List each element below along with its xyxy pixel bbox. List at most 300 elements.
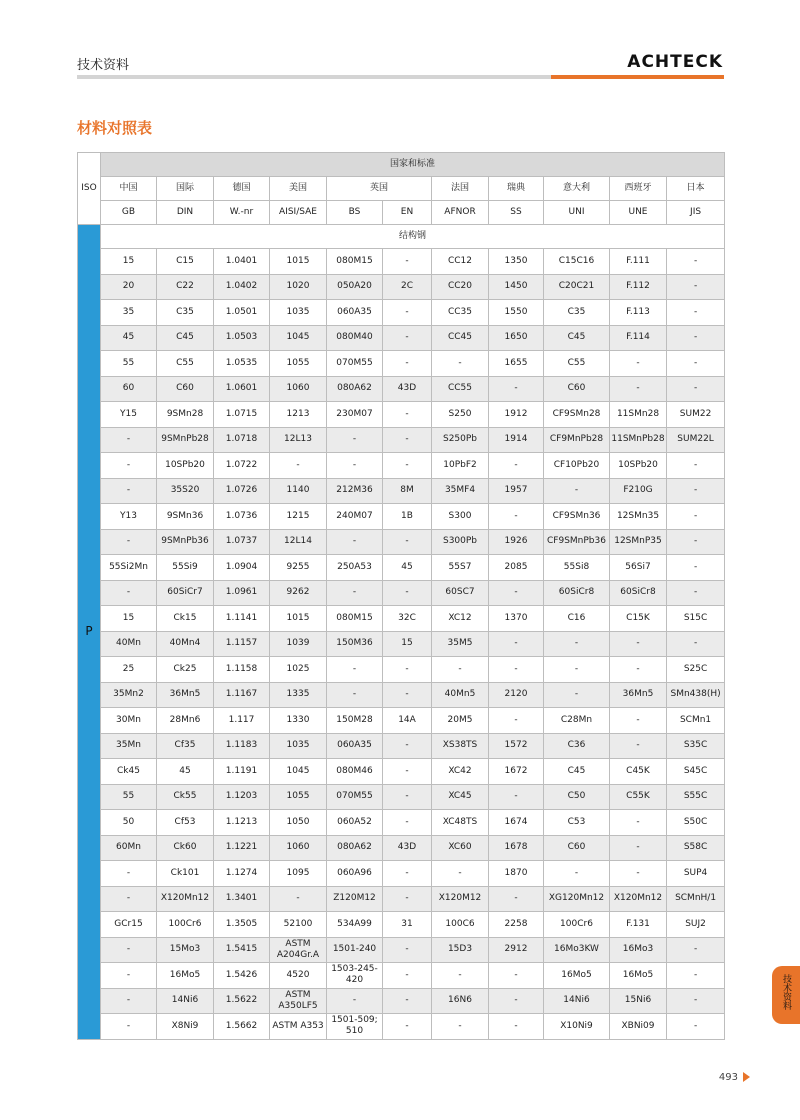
table-cell: - <box>383 580 432 606</box>
table-cell: - <box>610 657 667 683</box>
group-header: 国家和标准 <box>101 153 725 177</box>
table-row <box>78 504 725 530</box>
table-cell: - <box>489 580 544 606</box>
table-cell: 14Ni6 <box>544 988 610 1014</box>
table-row <box>78 708 725 734</box>
table-cell: C35 <box>544 300 610 326</box>
table-cell: - <box>489 1014 544 1040</box>
table-cell: 1650 <box>489 325 544 351</box>
table-cell: 1450 <box>489 274 544 300</box>
table-cell: - <box>101 886 157 912</box>
table-cell: - <box>383 759 432 785</box>
table-cell: Ck55 <box>157 784 214 810</box>
table-row <box>78 402 725 428</box>
header-rule-accent <box>551 75 724 79</box>
table-cell: C15K <box>610 606 667 632</box>
table-cell: 1674 <box>489 810 544 836</box>
table-cell: S250Pb <box>432 427 489 453</box>
table-cell: - <box>667 300 725 326</box>
table-cell: CC45 <box>432 325 489 351</box>
table-cell: 56Si7 <box>610 555 667 581</box>
table-cell: - <box>667 529 725 555</box>
table-cell: - <box>667 555 725 581</box>
table-cell: S15C <box>667 606 725 632</box>
table-cell: - <box>101 453 157 479</box>
table-cell: 15 <box>383 631 432 657</box>
table-cell: - <box>667 376 725 402</box>
table-row <box>78 963 725 989</box>
table-cell: GCr15 <box>101 912 157 938</box>
table-cell: - <box>327 529 383 555</box>
table-cell: SUM22L <box>667 427 725 453</box>
table-cell: 1.0737 <box>214 529 270 555</box>
table-cell: F.112 <box>610 274 667 300</box>
table-cell: 45 <box>101 325 157 351</box>
table-row <box>78 988 725 1014</box>
table-cell: C22 <box>157 274 214 300</box>
table-cell: 2258 <box>489 912 544 938</box>
table-cell: - <box>327 427 383 453</box>
table-cell: 1.1158 <box>214 657 270 683</box>
table-cell: - <box>327 580 383 606</box>
table-cell: - <box>667 937 725 963</box>
table-cell: 1.1274 <box>214 861 270 887</box>
table-cell: 20M5 <box>432 708 489 734</box>
table-cell: 060A35 <box>327 300 383 326</box>
country-header: 英国 <box>327 177 432 201</box>
table-cell: 20 <box>101 274 157 300</box>
table-cell: 1.3505 <box>214 912 270 938</box>
table-cell: - <box>489 988 544 1014</box>
table-cell: 9SMnPb28 <box>157 427 214 453</box>
table-cell: - <box>101 937 157 963</box>
table-cell: Cf35 <box>157 733 214 759</box>
table-cell: 35MF4 <box>432 478 489 504</box>
table-cell: - <box>432 351 489 377</box>
table-row <box>78 937 725 963</box>
table-cell: 35Mn2 <box>101 682 157 708</box>
table-cell: - <box>544 657 610 683</box>
table-cell: C55 <box>544 351 610 377</box>
table-cell: ASTM A353 <box>270 1014 327 1040</box>
table-cell: - <box>432 1014 489 1040</box>
table-cell: 40Mn5 <box>432 682 489 708</box>
table-cell: ASTM A350LF5 <box>270 988 327 1014</box>
table-cell: - <box>270 886 327 912</box>
table-cell: 14A <box>383 708 432 734</box>
table-cell: - <box>489 631 544 657</box>
table-cell: 35S20 <box>157 478 214 504</box>
table-cell: - <box>489 886 544 912</box>
table-cell: 1672 <box>489 759 544 785</box>
table-cell: - <box>383 657 432 683</box>
table-cell: 8M <box>383 478 432 504</box>
table-cell: - <box>610 835 667 861</box>
table-cell: 9SMn36 <box>157 504 214 530</box>
table-cell: S25C <box>667 657 725 683</box>
page-number: 493 <box>718 1072 738 1083</box>
table-cell: 55S7 <box>432 555 489 581</box>
table-cell: 12L14 <box>270 529 327 555</box>
standard-header: AFNOR <box>432 201 489 225</box>
table-cell: 212M36 <box>327 478 383 504</box>
table-cell: SCMn1 <box>667 708 725 734</box>
table-cell: - <box>383 682 432 708</box>
table-cell: CF9SMn28 <box>544 402 610 428</box>
subheader-structural-steel: 结构钢 <box>101 225 725 249</box>
table-cell: XC12 <box>432 606 489 632</box>
table-cell: 9SMnPb36 <box>157 529 214 555</box>
page-arrow-icon <box>743 1072 750 1082</box>
table-cell: 1.1157 <box>214 631 270 657</box>
table-cell: 14Ni6 <box>157 988 214 1014</box>
table-cell: - <box>101 478 157 504</box>
table-cell: - <box>489 708 544 734</box>
table-cell: - <box>610 631 667 657</box>
table-cell: 1.3401 <box>214 886 270 912</box>
table-cell: SUM22 <box>667 402 725 428</box>
table-cell: 36Mn5 <box>610 682 667 708</box>
table-cell: 080M15 <box>327 249 383 275</box>
table-row <box>78 810 725 836</box>
standard-header: JIS <box>667 201 725 225</box>
country-header: 国际 <box>157 177 214 201</box>
table-cell: 4520 <box>270 963 327 989</box>
table-cell: 15 <box>101 606 157 632</box>
table-cell: 52100 <box>270 912 327 938</box>
table-cell: 060A52 <box>327 810 383 836</box>
country-header: 美国 <box>270 177 327 201</box>
table-cell: 534A99 <box>327 912 383 938</box>
table-cell: - <box>667 453 725 479</box>
table-cell: 1957 <box>489 478 544 504</box>
table-cell: F.131 <box>610 912 667 938</box>
country-header: 瑞典 <box>489 177 544 201</box>
table-cell: C35 <box>157 300 214 326</box>
table-cell: 1.0501 <box>214 300 270 326</box>
table-cell: 1370 <box>489 606 544 632</box>
table-row <box>78 861 725 887</box>
table-cell: 35M5 <box>432 631 489 657</box>
table-cell: - <box>432 963 489 989</box>
table-cell: F.114 <box>610 325 667 351</box>
table-cell: 16Mo5 <box>157 963 214 989</box>
table-cell: 060A35 <box>327 733 383 759</box>
table-cell: CF9MnPb28 <box>544 427 610 453</box>
table-cell: 1501-509; 510 <box>327 1014 383 1040</box>
table-cell: 15Ni6 <box>610 988 667 1014</box>
table-cell: 070M55 <box>327 351 383 377</box>
table-cell: CC55 <box>432 376 489 402</box>
table-cell: Ck15 <box>157 606 214 632</box>
table-cell: 1055 <box>270 351 327 377</box>
table-cell: - <box>383 784 432 810</box>
table-row <box>78 606 725 632</box>
table-cell: 12L13 <box>270 427 327 453</box>
table-row <box>78 453 725 479</box>
table-cell: CC12 <box>432 249 489 275</box>
section-title: 材料对照表 <box>77 119 153 137</box>
table-cell: - <box>610 810 667 836</box>
table-cell: XC60 <box>432 835 489 861</box>
table-row <box>78 351 725 377</box>
table-cell: - <box>383 453 432 479</box>
table-cell: S300 <box>432 504 489 530</box>
table-cell: 1.0715 <box>214 402 270 428</box>
table-cell: XC48TS <box>432 810 489 836</box>
table-cell: - <box>544 478 610 504</box>
table-row <box>78 300 725 326</box>
table-cell: - <box>383 861 432 887</box>
table-cell: 2085 <box>489 555 544 581</box>
table-cell: - <box>383 427 432 453</box>
table-cell: 15D3 <box>432 937 489 963</box>
table-cell: - <box>667 504 725 530</box>
table-cell: - <box>667 631 725 657</box>
table-cell: - <box>432 657 489 683</box>
table-row <box>78 376 725 402</box>
table-cell: 45 <box>383 555 432 581</box>
table-cell: 1015 <box>270 606 327 632</box>
table-cell: - <box>383 733 432 759</box>
table-cell: - <box>383 325 432 351</box>
table-cell: 16Mo5 <box>610 963 667 989</box>
table-cell: - <box>544 861 610 887</box>
table-cell: - <box>667 351 725 377</box>
table-row <box>78 835 725 861</box>
standard-header: UNI <box>544 201 610 225</box>
standard-header: DIN <box>157 201 214 225</box>
table-cell: C45K <box>610 759 667 785</box>
table-cell: C15C16 <box>544 249 610 275</box>
table-row <box>78 886 725 912</box>
table-cell: 60Mn <box>101 835 157 861</box>
table-cell: - <box>610 351 667 377</box>
table-cell: 1060 <box>270 376 327 402</box>
table-cell: 1.0961 <box>214 580 270 606</box>
table-cell: 45 <box>157 759 214 785</box>
table-cell: 1140 <box>270 478 327 504</box>
standard-header: W.-nr <box>214 201 270 225</box>
table-cell: 32C <box>383 606 432 632</box>
table-cell: 150M36 <box>327 631 383 657</box>
table-cell: - <box>610 708 667 734</box>
table-cell: SUJ2 <box>667 912 725 938</box>
table-row <box>78 580 725 606</box>
table-cell: 080A62 <box>327 376 383 402</box>
table-row <box>78 682 725 708</box>
table-cell: 35 <box>101 300 157 326</box>
table-cell: 070M55 <box>327 784 383 810</box>
table-cell: 16Mo3KW <box>544 937 610 963</box>
table-cell: - <box>383 249 432 275</box>
table-cell: 1015 <box>270 249 327 275</box>
table-cell: 1.0718 <box>214 427 270 453</box>
table-cell: - <box>667 963 725 989</box>
table-cell: 1926 <box>489 529 544 555</box>
table-cell: - <box>432 861 489 887</box>
table-cell: 35Mn <box>101 733 157 759</box>
table-cell: - <box>383 963 432 989</box>
table-cell: 1039 <box>270 631 327 657</box>
side-tab: 技术资料 <box>772 966 800 1024</box>
table-cell: 1060 <box>270 835 327 861</box>
table-cell: Ck25 <box>157 657 214 683</box>
table-cell: CF10Pb20 <box>544 453 610 479</box>
table-cell: 25 <box>101 657 157 683</box>
table-cell: 080M15 <box>327 606 383 632</box>
table-cell: 100C6 <box>432 912 489 938</box>
table-cell: - <box>489 657 544 683</box>
table-cell: X120Mn12 <box>610 886 667 912</box>
group-label-p: P <box>78 225 101 1040</box>
standard-header: BS <box>327 201 383 225</box>
table-cell: 2C <box>383 274 432 300</box>
table-cell: 1550 <box>489 300 544 326</box>
standard-header: AISI/SAE <box>270 201 327 225</box>
table-cell: 60SiCr7 <box>157 580 214 606</box>
table-cell: 16Mo5 <box>544 963 610 989</box>
material-comparison-table <box>77 152 725 1040</box>
table-cell: 10SPb20 <box>610 453 667 479</box>
table-row <box>78 274 725 300</box>
table-cell: 16N6 <box>432 988 489 1014</box>
table-cell: F.113 <box>610 300 667 326</box>
table-cell: - <box>667 580 725 606</box>
table-cell: X120M12 <box>432 886 489 912</box>
table-cell: XC45 <box>432 784 489 810</box>
table-cell: 1.0402 <box>214 274 270 300</box>
table-cell: - <box>383 937 432 963</box>
table-cell: - <box>667 478 725 504</box>
table-cell: 43D <box>383 835 432 861</box>
table-cell: 1.0736 <box>214 504 270 530</box>
table-cell: C50 <box>544 784 610 810</box>
table-cell: SCMnH/1 <box>667 886 725 912</box>
table-cell: 55Si2Mn <box>101 555 157 581</box>
iso-header: ISO <box>78 153 101 225</box>
table-cell: S35C <box>667 733 725 759</box>
table-cell: - <box>544 631 610 657</box>
table-cell: CC35 <box>432 300 489 326</box>
table-cell: - <box>383 1014 432 1040</box>
table-cell: 31 <box>383 912 432 938</box>
table-cell: C15 <box>157 249 214 275</box>
table-cell: 1.117 <box>214 708 270 734</box>
table-cell: Ck45 <box>101 759 157 785</box>
table-cell: C55K <box>610 784 667 810</box>
table-cell: 40Mn4 <box>157 631 214 657</box>
table-cell: CC20 <box>432 274 489 300</box>
table-row <box>78 427 725 453</box>
table-cell: - <box>383 529 432 555</box>
header-rule <box>77 75 551 79</box>
country-header: 日本 <box>667 177 725 201</box>
standard-header: GB <box>101 201 157 225</box>
table-row <box>78 631 725 657</box>
table-cell: XBNi09 <box>610 1014 667 1040</box>
table-cell: C45 <box>544 325 610 351</box>
table-cell: 1.1191 <box>214 759 270 785</box>
table-cell: - <box>667 249 725 275</box>
table-cell: 1.1203 <box>214 784 270 810</box>
table-cell: - <box>544 682 610 708</box>
table-cell: 1.5426 <box>214 963 270 989</box>
table-cell: XS38TS <box>432 733 489 759</box>
table-cell: S300Pb <box>432 529 489 555</box>
table-cell: CF9SMn36 <box>544 504 610 530</box>
table-cell: CF9SMnPb36 <box>544 529 610 555</box>
table-cell: - <box>270 453 327 479</box>
table-cell: C60 <box>544 376 610 402</box>
table-cell: Cf53 <box>157 810 214 836</box>
table-cell: - <box>327 682 383 708</box>
table-cell: - <box>327 453 383 479</box>
table-cell: 1045 <box>270 325 327 351</box>
table-row <box>78 325 725 351</box>
table-cell: S50C <box>667 810 725 836</box>
table-cell: 1503-245-420 <box>327 963 383 989</box>
table-cell: 1350 <box>489 249 544 275</box>
table-cell: C60 <box>544 835 610 861</box>
table-cell: ASTM A204Gr.A <box>270 937 327 963</box>
table-cell: 1.0722 <box>214 453 270 479</box>
table-cell: 30Mn <box>101 708 157 734</box>
table-cell: - <box>667 988 725 1014</box>
table-cell: - <box>101 580 157 606</box>
table-cell: - <box>101 861 157 887</box>
table-cell: 1870 <box>489 861 544 887</box>
table-cell: Ck101 <box>157 861 214 887</box>
table-row <box>78 784 725 810</box>
table-cell: - <box>327 988 383 1014</box>
table-cell: - <box>101 427 157 453</box>
brand-logo: ACHTECK <box>627 52 723 72</box>
table-cell: 240M07 <box>327 504 383 530</box>
table-cell: - <box>383 988 432 1014</box>
table-cell: 50 <box>101 810 157 836</box>
table-cell: 60 <box>101 376 157 402</box>
country-header: 法国 <box>432 177 489 201</box>
table-cell: X120Mn12 <box>157 886 214 912</box>
table-cell: 1501-240 <box>327 937 383 963</box>
table-cell: 1678 <box>489 835 544 861</box>
table-cell: 2120 <box>489 682 544 708</box>
table-cell: 10PbF2 <box>432 453 489 479</box>
table-cell: - <box>610 861 667 887</box>
table-cell: 12SMn35 <box>610 504 667 530</box>
table-cell: 15 <box>101 249 157 275</box>
table-cell: - <box>383 351 432 377</box>
table-cell: C45 <box>544 759 610 785</box>
table-cell: 1025 <box>270 657 327 683</box>
table-cell: SUP4 <box>667 861 725 887</box>
table-cell: X8Ni9 <box>157 1014 214 1040</box>
table-cell: - <box>489 504 544 530</box>
table-row <box>78 657 725 683</box>
table-cell: F210G <box>610 478 667 504</box>
table-cell: - <box>101 988 157 1014</box>
table-cell: - <box>383 886 432 912</box>
table-cell: 1.1213 <box>214 810 270 836</box>
standard-header: EN <box>383 201 432 225</box>
table-cell: - <box>383 810 432 836</box>
table-cell: 1213 <box>270 402 327 428</box>
table-cell: 080M40 <box>327 325 383 351</box>
table-cell: 28Mn6 <box>157 708 214 734</box>
table-cell: - <box>383 300 432 326</box>
table-cell: - <box>101 529 157 555</box>
